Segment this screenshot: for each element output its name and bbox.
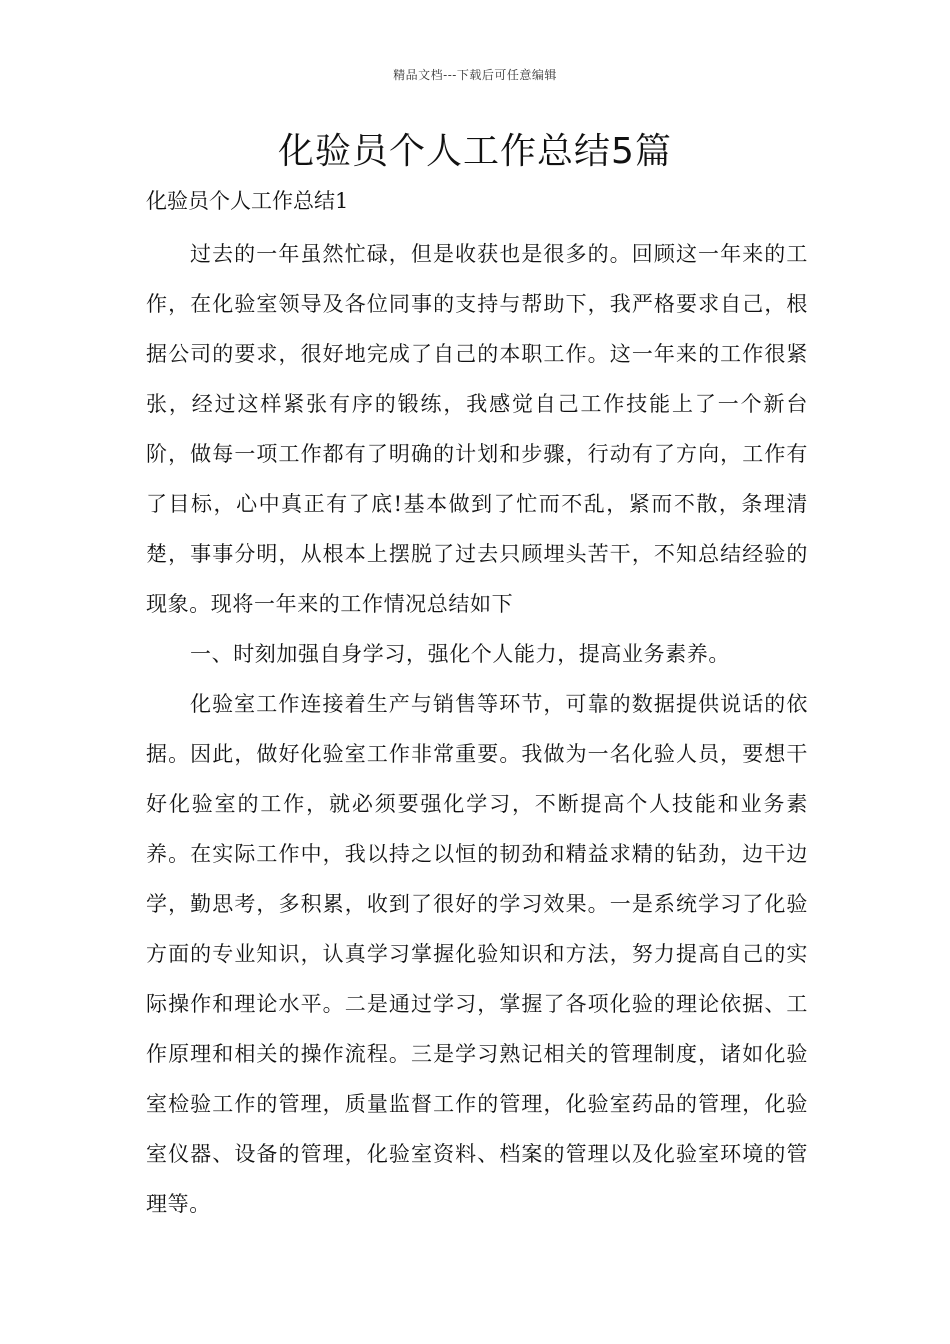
header-note: 精品文档---下载后可任意编辑 — [393, 68, 557, 82]
paragraph-intro: 过去的一年虽然忙碌，但是收获也是很多的。回顾这一年来的工作，在化验室领导及各位同事的支持与帮助下，我严格要求自己，根据公司的要求，很好地完成了自己的本职工作。这一年来的工作很紧张，经过这样紧张有序的锻练，我感觉自己工作技能上了一个新台阶，做每一项工作都有了明确的计划和步骤，行动有了方向，工作有了目标，心中真正有了底!基本做到了忙而不乱，紧而不散，条理清楚，事事分明，从根本上摆脱了过去只顾埋头苦干，不知总结经验的现象。现将一年来的工作情况总结如下 — [146, 242, 808, 616]
document-body — [146, 229, 808, 1229]
document-title: 化验员个人工作总结5篇 — [278, 131, 672, 172]
paragraph-learning: 化验室工作连接着生产与销售等环节，可靠的数据提供说话的依据。因此，做好化验室工作非常重要。我做为一名化验人员，要想干好化验室的工作，就必须要强化学习，不断提高个人技能和业务素养。在实际工作中，我以持之以恒的韧劲和精益求精的钻劲，边干边学，勤思考，多积累，收到了很好的学习效果。一是系统学习了化验方面的专业知识，认真学习掌握化验知识和方法，努力提高自己的实际操作和理论水平。二是通过学习，掌握了各项化验的理论依据、工作原理和相关的操作流程。三是学习熟记相关的管理制度，诸如化验室检验工作的管理，质量监督工作的管理，化验室药品的管理，化验室仪器、设备的管理，化验室资料、档案的管理以及化验室环境的管理等。 — [146, 692, 808, 1216]
paragraph-section-heading: 一、时刻加强自身学习，强化个人能力，提高业务素养。 — [190, 642, 730, 666]
section-subtitle: 化验员个人工作总结1 — [146, 189, 349, 213]
